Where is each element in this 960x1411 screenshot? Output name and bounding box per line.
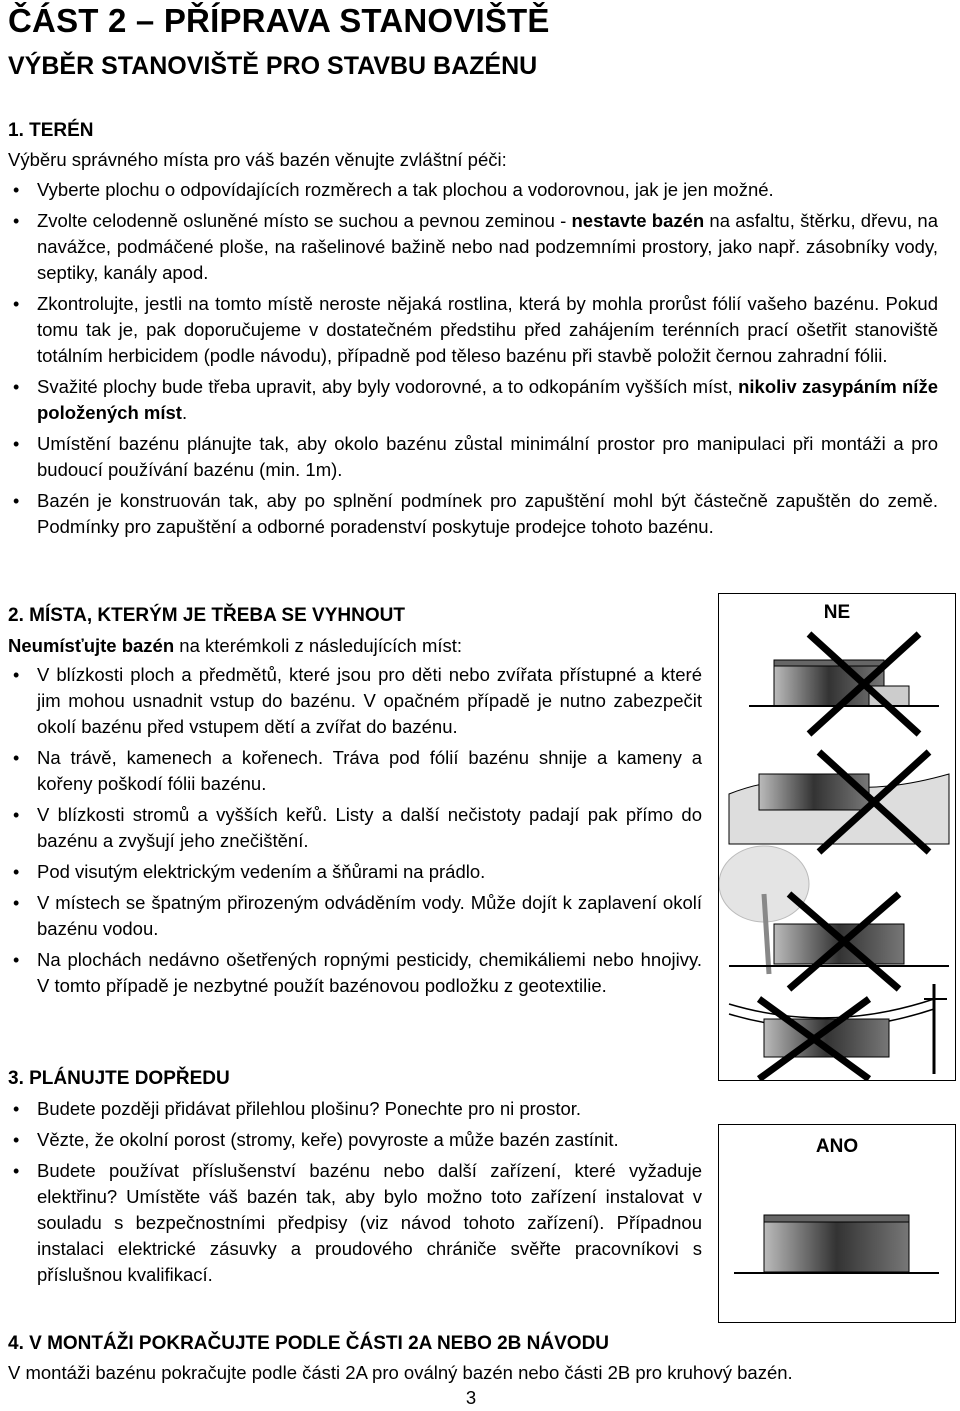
ne-illustrations — [719, 594, 955, 1080]
list-item: • Budete používat příslušenství bazénu nebo další zařízení, které vyžaduje elektřinu? Umístěte váš bazén tak, aby bylo možno toto zařízení instalovat v souladu s bezpečnostními předpisy (viz návod tohoto zařízení). Případnou instalaci elektrické zásuvky a proudového chrániče svěřte pracovníkovi s příslušnou kvalifikací. — [8, 1158, 702, 1288]
section-3-list — [8, 1096, 702, 1288]
list-item: • V blízkosti ploch a předmětů, které jsou pro děti nebo zvířata přístupné a které jim mohou usnadnit vstup do bazénu. V opačném případě je nutno zabezpečit okolí bazénu před vstupem dětí a zvířat do bazénu. — [8, 662, 702, 740]
list-item: • Na plochách nedávno ošetřených ropnými pesticidy, chemikáliemi nebo hnojivy. V tomto případě je nezbytné použít bazénovou podložku z geotextilie. — [8, 947, 702, 999]
section-3-heading: 3. PLÁNUJTE DOPŘEDU — [8, 1068, 230, 1089]
page-number: 3 — [465, 1387, 477, 1408]
list-item: • Budete později přidávat přilehlou plošinu? Ponechte pro ni prostor. — [8, 1096, 702, 1122]
list-item: • Vyberte plochu o odpovídajících rozměrech a tak plochou a vodorovnou, jak je jen možné. — [8, 177, 938, 203]
section-4-heading: 4. V MONTÁŽI POKRAČUJTE PODLE ČÁSTI 2A NEBO 2B NÁVODU — [8, 1333, 610, 1354]
list-item: • Vězte, že okolní porost (stromy, keře) povyroste a může bazén zastínit. — [8, 1127, 702, 1153]
list-item: • Svažité plochy bude třeba upravit, aby byly vodorovné, a to odkopáním vyšších míst, nikoliv zasypáním níže položených míst. — [8, 374, 938, 426]
pool-near-tree-illustration — [719, 846, 949, 974]
section-4-text: V montáži bazénu pokračujte podle části 2A pro oválný bazén nebo části 2B pro kruhový bazén. — [8, 1362, 793, 1383]
ano-label: ANO — [815, 1136, 859, 1157]
section-1-heading: 1. TERÉN — [8, 120, 94, 141]
ne-figure-box — [718, 593, 956, 1081]
list-item: • Zvolte celodenně osluněné místo se suchou a pevnou zeminou - nestavte bazén na asfaltu, štěrku, dřevu, na navážce, podmáčené ploše, na rašelinové bažině nebo nad podzemními prostory, jako např. zásobníky vody, septiky, kanály apod. — [8, 208, 938, 286]
list-item: • V blízkosti stromů a vyšších keřů. Listy a další nečistoty padají pak přímo do bazénu a zvyšují jeho znečištění. — [8, 802, 702, 854]
list-item: • Umístění bazénu plánujte tak, aby okolo bazénu zůstal minimální prostor pro manipulaci při montáži a pro budoucí používání bazénu (min. 1m). — [8, 431, 938, 483]
list-item: • V místech se špatným přirozeným odváděním vody. Může dojít k zaplavení okolí bazénu vodou. — [8, 890, 702, 942]
list-item: • Na trávě, kamenech a kořenech. Tráva pod fólií bazénu shnije a kameny a kořeny poškodí fólii bazénu. — [8, 745, 702, 797]
section-1-intro: Výběru správného místa pro váš bazén věnujte zvláštní péči: — [8, 149, 507, 170]
section-2-intro: Neumísťujte bazén na kterémkoli z následujících míst: — [8, 635, 463, 656]
ne-label: NE — [823, 602, 851, 623]
page-title: ČÁST 2 – PŘÍPRAVA STANOVIŠTĚ — [8, 2, 550, 39]
section-2-list — [8, 662, 702, 999]
list-item: • Zkontrolujte, jestli na tomto místě neroste nějaká rostlina, která by mohla prorůst fólií vašeho bazénu. Pokud tomu tak je, pak doporučujeme v dostatečném předstihu před zahájením terénních prací ošetřit stanoviště totálním herbicidem (podle návodu), případně pod těleso bazénu při stavbě položit černou zahradní fólii. — [8, 291, 938, 369]
ano-figure-box — [718, 1124, 956, 1323]
section-1-list — [8, 177, 938, 540]
list-item: • Bazén je konstruován tak, aby po splnění podmínek pro zapuštění mohl být částečně zapuštěn do země. Podmínky pro zapuštění a odborné poradenství poskytuje prodejce tohoto bazénu. — [8, 488, 938, 540]
section-2-heading: 2. MÍSTA, KTERÝM JE TŘEBA SE VYHNOUT — [8, 605, 405, 626]
list-item: • Pod visutým elektrickým vedením a šňůrami na prádlo. — [8, 859, 702, 885]
page-subtitle: VÝBĚR STANOVIŠTĚ PRO STAVBU BAZÉNU — [8, 52, 538, 80]
